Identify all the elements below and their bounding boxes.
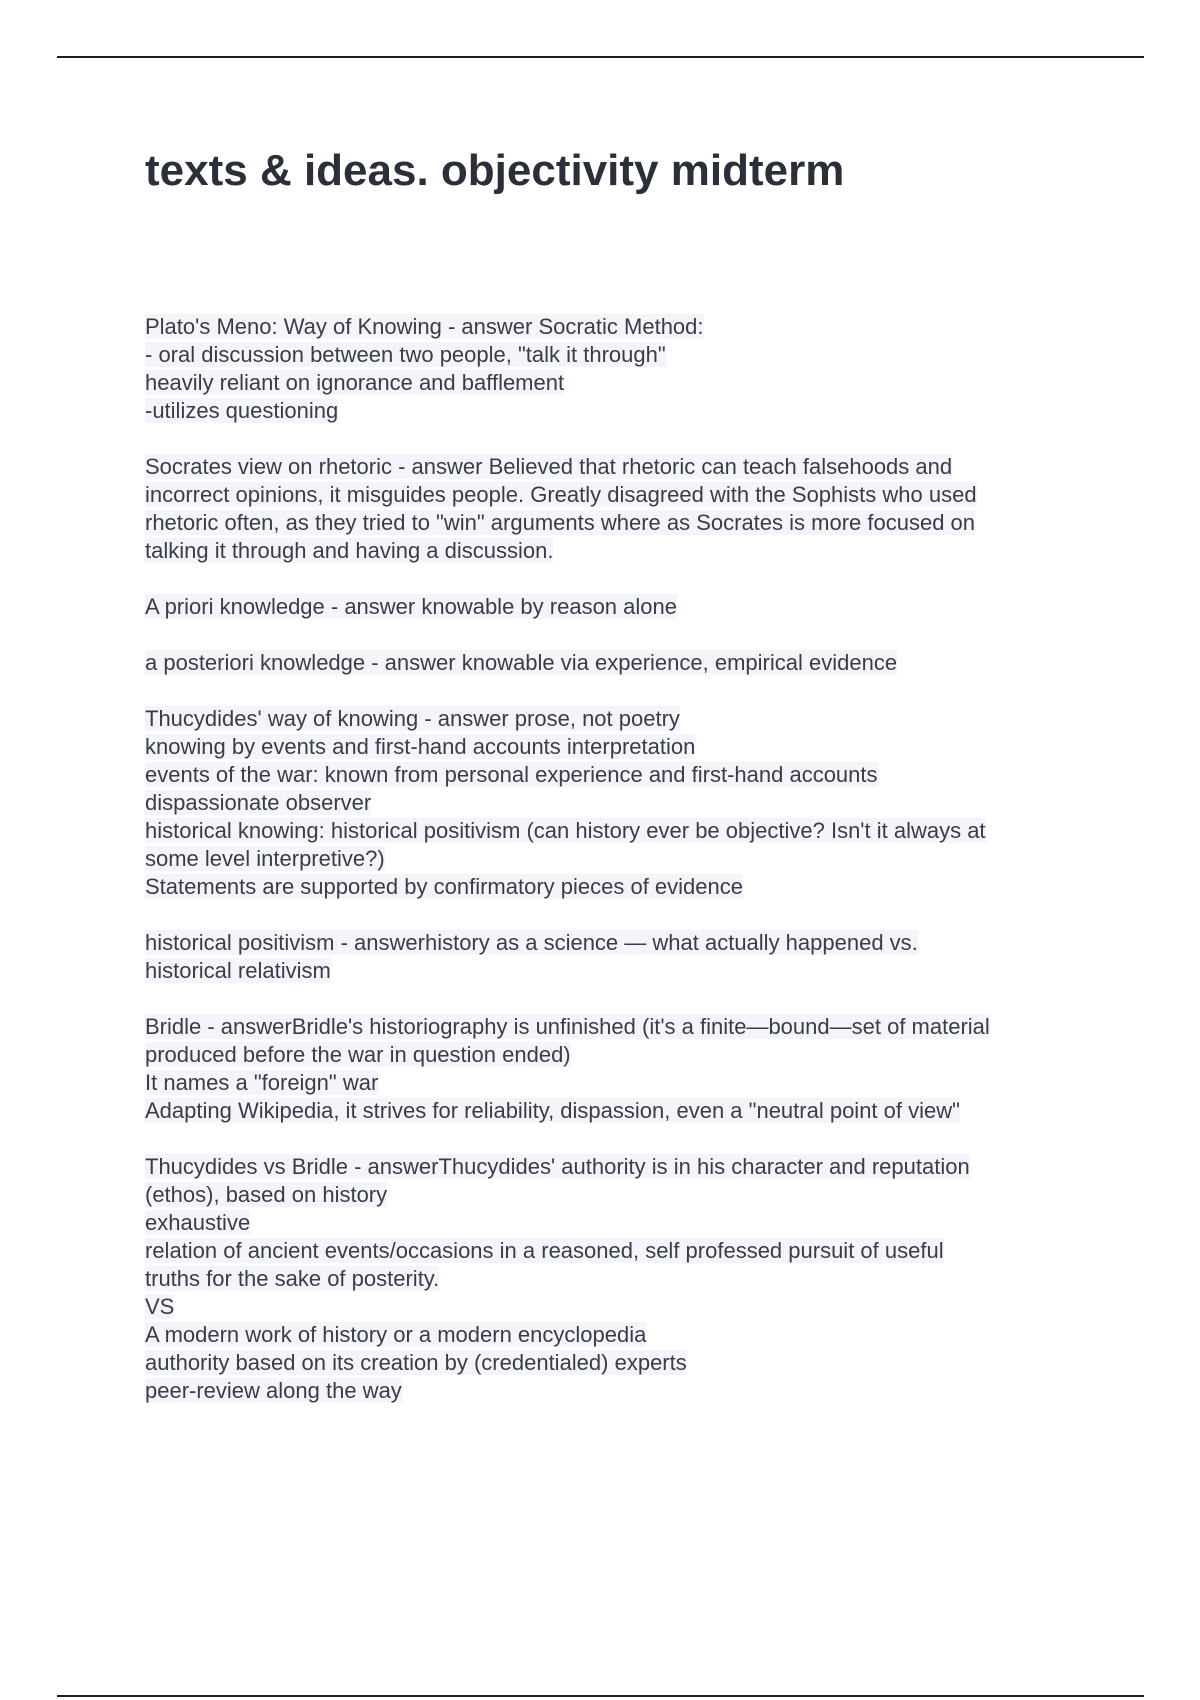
flashcard-text: - oral discussion between two people, "talk it through" <box>145 342 666 367</box>
bottom-rule <box>57 1695 1144 1697</box>
flashcard-answer-line <box>145 817 1085 845</box>
flashcard-text: Plato's Meno: Way of Knowing - answer Socratic Method: <box>145 314 704 339</box>
flashcard-list <box>145 313 1085 1433</box>
flashcard-text: Adapting Wikipedia, it strives for reliability, dispassion, even a "neutral point of view" <box>145 1098 960 1123</box>
flashcard-text: Bridle - answerBridle's historiography is unfinished (it's a finite—bound—set of material <box>145 1014 990 1039</box>
flashcard-text: A modern work of history or a modern encyclopedia <box>145 1322 647 1347</box>
flashcard-answer-line <box>145 341 1085 369</box>
flashcard-answer-line <box>145 733 1085 761</box>
flashcard-term-line <box>145 705 1085 733</box>
flashcard-text: truths for the sake of posterity. <box>145 1266 440 1291</box>
flashcard-answer-line <box>145 1209 1085 1237</box>
flashcard-text: Socrates view on rhetoric - answer Believed that rhetoric can teach falsehoods and <box>145 454 953 479</box>
flashcard-term-line <box>145 453 1085 481</box>
flashcard-text: heavily reliant on ignorance and bafflement <box>145 370 565 395</box>
flashcard-text: a posteriori knowledge - answer knowable via experience, empirical evidence <box>145 650 898 675</box>
flashcard-text: Statements are supported by confirmatory pieces of evidence <box>145 874 743 899</box>
flashcard-text: Thucydides' way of knowing - answer prose, not poetry <box>145 706 680 731</box>
top-rule <box>57 56 1144 58</box>
flashcard-text: talking it through and having a discussion. <box>145 538 554 563</box>
flashcard-text: dispassionate observer <box>145 790 372 815</box>
flashcard-text: (ethos), based on history <box>145 1182 388 1207</box>
flashcard-answer-line <box>145 761 1085 789</box>
flashcard-answer-line <box>145 369 1085 397</box>
flashcard-term-line <box>145 1013 1085 1041</box>
flashcard-text: It names a "foreign" war <box>145 1070 379 1095</box>
flashcard-answer-line <box>145 873 1085 901</box>
flashcard-text: incorrect opinions, it misguides people. Greatly disagreed with the Sophists who used <box>145 482 977 507</box>
flashcard-text: historical relativism <box>145 958 331 983</box>
flashcard-text: relation of ancient events/occasions in a reasoned, self professed pursuit of useful <box>145 1238 944 1263</box>
flashcard-text: historical positivism - answerhistory as a science — what actually happened vs. <box>145 930 918 955</box>
flashcard-answer-line <box>145 957 1085 985</box>
flashcard-text: historical knowing: historical positivism (can history ever be objective? Isn't it always at <box>145 818 986 843</box>
flashcard-entry <box>145 705 1085 901</box>
flashcard-answer-line <box>145 481 1085 509</box>
flashcard-text: Thucydides vs Bridle - answerThucydides' authority is in his character and reputation <box>145 1154 970 1179</box>
flashcard-entry <box>145 593 1085 621</box>
flashcard-answer-line <box>145 509 1085 537</box>
flashcard-answer-line <box>145 397 1085 425</box>
flashcard-term-line <box>145 313 1085 341</box>
flashcard-answer-line <box>145 1293 1085 1321</box>
flashcard-answer-line <box>145 1041 1085 1069</box>
flashcard-answer-line <box>145 1181 1085 1209</box>
flashcard-entry <box>145 649 1085 677</box>
flashcard-term-line <box>145 929 1085 957</box>
flashcard-text: produced before the war in question ended) <box>145 1042 571 1067</box>
flashcard-entry <box>145 1153 1085 1405</box>
flashcard-answer-line <box>145 1237 1085 1265</box>
flashcard-entry <box>145 313 1085 425</box>
flashcard-text: exhaustive <box>145 1210 251 1235</box>
flashcard-answer-line <box>145 1377 1085 1405</box>
flashcard-entry <box>145 453 1085 565</box>
flashcard-answer-line <box>145 1097 1085 1125</box>
flashcard-answer-line <box>145 789 1085 817</box>
flashcard-answer-line <box>145 537 1085 565</box>
flashcard-answer-line <box>145 1069 1085 1097</box>
flashcard-text: peer-review along the way <box>145 1378 402 1403</box>
flashcard-text: A priori knowledge - answer knowable by reason alone <box>145 594 677 619</box>
flashcard-answer-line <box>145 845 1085 873</box>
flashcard-text: authority based on its creation by (credentialed) experts <box>145 1350 687 1375</box>
flashcard-text: -utilizes questioning <box>145 398 339 423</box>
flashcard-text: knowing by events and first-hand accounts interpretation <box>145 734 696 759</box>
flashcard-term-line <box>145 1153 1085 1181</box>
flashcard-term-line <box>145 649 1085 677</box>
flashcard-entry <box>145 929 1085 985</box>
flashcard-entry <box>145 1013 1085 1125</box>
flashcard-text: rhetoric often, as they tried to "win" arguments where as Socrates is more focused on <box>145 510 976 535</box>
flashcard-term-line <box>145 593 1085 621</box>
flashcard-text: VS <box>145 1294 175 1319</box>
flashcard-answer-line <box>145 1265 1085 1293</box>
flashcard-text: events of the war: known from personal experience and first-hand accounts <box>145 762 878 787</box>
flashcard-answer-line <box>145 1321 1085 1349</box>
flashcard-answer-line <box>145 1349 1085 1377</box>
flashcard-text: some level interpretive?) <box>145 846 385 871</box>
page-title: texts & ideas. objectivity midterm <box>145 146 845 195</box>
